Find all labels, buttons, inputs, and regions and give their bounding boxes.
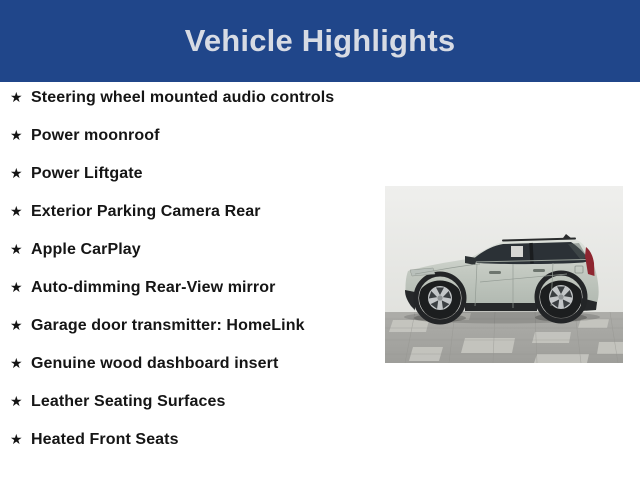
window-sticker — [511, 246, 523, 257]
rear-wheel-rim — [549, 285, 573, 309]
rear-door-handle — [533, 269, 545, 272]
highlight-item — [10, 430, 362, 450]
star-bullet-icon: ★ — [10, 393, 23, 409]
highlight-text: Power moonroof — [31, 127, 160, 144]
star-bullet-icon: ★ — [10, 279, 23, 295]
star-bullet-icon: ★ — [10, 203, 23, 219]
star-bullet-icon: ★ — [10, 241, 23, 257]
front-door-handle — [489, 271, 501, 274]
highlight-item — [10, 202, 362, 222]
highlight-item — [10, 278, 362, 298]
highlight-item — [10, 316, 362, 336]
highlight-text: Leather Seating Surfaces — [31, 393, 226, 410]
front-wheel-rim — [428, 286, 452, 310]
highlight-item — [10, 126, 362, 146]
star-bullet-icon: ★ — [10, 355, 23, 371]
highlight-text: Exterior Parking Camera Rear — [31, 203, 261, 220]
highlight-item — [10, 88, 362, 108]
highlight-text: Apple CarPlay — [31, 241, 141, 258]
highlight-item — [10, 240, 362, 260]
star-bullet-icon: ★ — [10, 127, 23, 143]
highlights-list — [10, 88, 362, 468]
highlight-item — [10, 354, 362, 374]
vehicle-photo — [385, 186, 623, 363]
star-bullet-icon: ★ — [10, 317, 23, 333]
header-banner — [0, 0, 640, 82]
highlight-text: Power Liftgate — [31, 165, 143, 182]
vehicle-photo-illustration — [385, 186, 623, 363]
highlight-item — [10, 164, 362, 184]
highlight-item — [10, 392, 362, 412]
page-title: Vehicle Highlights — [184, 23, 456, 58]
highlight-text: Garage door transmitter: HomeLink — [31, 317, 305, 334]
highlight-text: Steering wheel mounted audio controls — [31, 89, 335, 106]
star-bullet-icon: ★ — [10, 89, 23, 105]
highlight-text: Auto-dimming Rear-View mirror — [31, 279, 276, 296]
highlight-text: Heated Front Seats — [31, 431, 179, 448]
star-bullet-icon: ★ — [10, 165, 23, 181]
star-bullet-icon: ★ — [10, 431, 23, 447]
highlight-text: Genuine wood dashboard insert — [31, 355, 279, 372]
